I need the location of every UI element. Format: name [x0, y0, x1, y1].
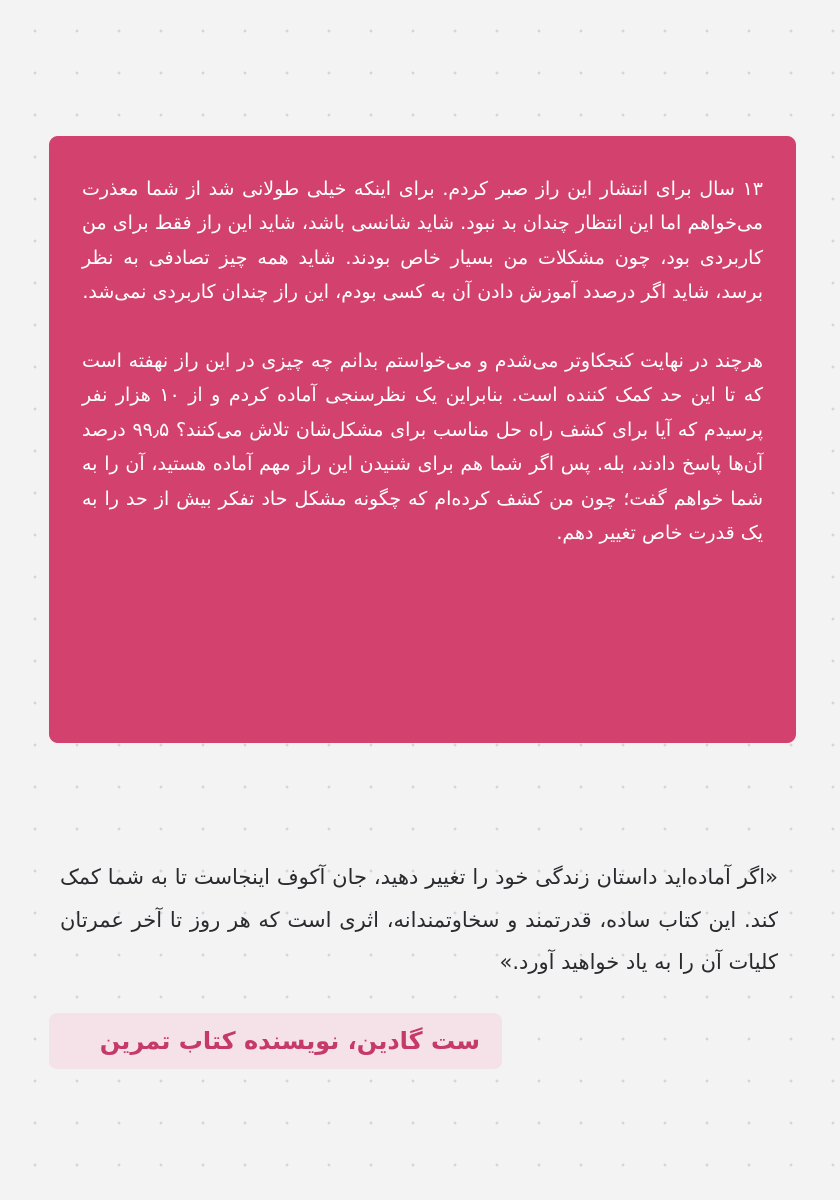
endorsement-quote: «اگر آماده‌اید داستان زندگی خود را تغییر دهید، جان آکوف اینجاست تا به شما کمک کند. این کتاب ساده، قدرتمند و سخاوتمندانه، اثری است که هر روز تا آخر عمرتان کلیات آن را به یاد خواهید آورد.»	[60, 865, 778, 974]
intro-paragraph-1: ۱۳ سال برای انتشار این راز صبر کردم. برای اینکه خیلی طولانی شد از شما معذرت می‌خواهم اما این انتظار چندان بد نبود. شاید شانسی باشد، شاید این راز فقط برای من کاربردی بود، چون مشکلات من بسیار خاص بودند. شاید همه چیز تصادفی به نظر برسد، شاید اگر درصدد آموزش دادن آن به کسی بودم، این راز چندان کاربردی نمی‌شد.	[82, 178, 763, 304]
intro-paragraph-2: هرچند در نهایت کنجکاوتر می‌شدم و می‌خواستم بدانم چه چیزی در این راز نهفته است که تا این حد کمک کننده است. بنابراین یک نظرسنجی آماده کردم و از ۱۰ هزار نفر پرسیدم که آیا برای کشف راه حل مناسب برای مشکل‌شان تلاش می‌کنند؟ ۹۹٫۵ درصد آن‌ها پاسخ دادند، بله. پس اگر شما هم برای شنیدن این راز مهم آماده هستید، آن را به شما خواهم گفت؛ چون من کشف کرده‌ام که چگونه مشکل حاد تفکر بیش از حد را به یک قدرت خاص تغییر دهم.	[82, 350, 763, 545]
intro-box	[49, 136, 796, 743]
quote-attribution: ست گادین، نویسنده کتاب تمرین	[49, 1013, 502, 1069]
